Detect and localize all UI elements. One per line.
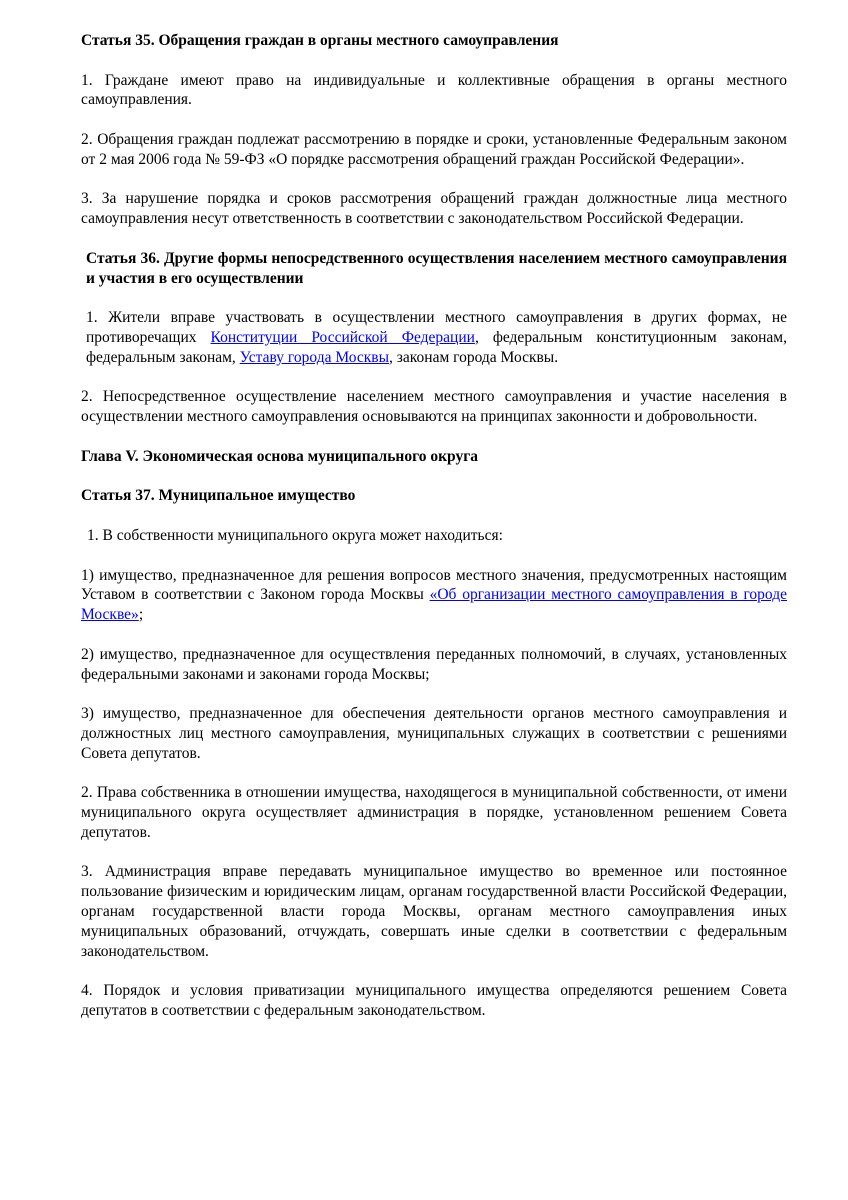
article-37-paragraph-3: 3. Администрация вправе передавать муниципальное имущество во временное или постоянное пользование физическим и юридическим лицам, органам государственной власти Российской Федерации, органам государственной власти города Москвы, органам местного самоуправления иных муниципальных образований, отчуждать, совершать иные сделки в соответствии с федеральным законодательством.	[81, 863, 787, 960]
article-36-paragraph-1-text-end: , законам города Москвы.	[389, 348, 559, 366]
article-36-paragraph-1-text-start: 1. Жители вправе участвовать в осуществлении местного самоуправления в других формах, не противоречащих	[86, 309, 787, 346]
article-36-title: Статья 36. Другие формы непосредственного осуществления населением местного самоуправления и участия в его осуществлении	[86, 249, 787, 287]
article-36-paragraph-1-text-middle: , федеральным конституционным законам, федеральным законам,	[86, 328, 787, 366]
article-37-item-1-text-start: 1) имущество, предназначенное для решения вопросов местного значения, предусмотренных настоящим Уставом в соответствии с Законом города Москвы	[81, 566, 787, 604]
moscow-self-government-law-link[interactable]: «Об организации местного самоуправления в городе Москве»	[81, 586, 787, 624]
article-37-paragraph-1: 1. В собственности муниципального округа может находиться:	[87, 526, 503, 544]
article-36-paragraph-2: 2. Непосредственное осуществление населением местного самоуправления и участие населения в осуществлении местного самоуправления основываются на принципах законности и добровольности.	[81, 388, 787, 426]
chapter-5-title: Глава V. Экономическая основа муниципального округа	[81, 447, 479, 465]
article-37-item-3: 3) имущество, предназначенное для обеспечения деятельности органов местного самоуправления и должностных лиц местного самоуправления, муниципальных служащих в соответствии с решениями Совета депутатов.	[81, 705, 787, 762]
article-35-paragraph-2: 2. Обращения граждан подлежат рассмотрению в порядке и сроки, установленные Федеральным законом от 2 мая 2006 года № 59-ФЗ «О порядке рассмотрения обращений граждан Российской Федерации».	[81, 130, 787, 168]
moscow-charter-link[interactable]: Уставу города Москвы	[239, 348, 390, 366]
article-36-paragraph-1	[81, 308, 787, 367]
article-37-item-2: 2) имущество, предназначенное для осуществления переданных полномочий, в случаях, установленных федеральными законами и законами города Москвы;	[81, 645, 787, 683]
article-37-item-1-text-end: ;	[138, 606, 144, 624]
article-35-paragraph-1: 1. Граждане имеют право на индивидуальные и коллективные обращения в органы местного самоуправления.	[81, 71, 787, 109]
article-37-title: Статья 37. Муниципальное имущество	[81, 487, 356, 505]
article-37-paragraph-4: 4. Порядок и условия приватизации муниципального имущества определяются решением Совета депутатов в соответствии с федеральным законодательством.	[81, 982, 787, 1020]
document-page	[81, 31, 787, 1041]
constitution-link[interactable]: Конституции Российской Федерации	[210, 328, 475, 346]
article-35-title: Статья 35. Обращения граждан в органы местного самоуправления	[81, 32, 559, 49]
article-37-item-1	[81, 566, 787, 625]
article-35-paragraph-3: 3. За нарушение порядка и сроков рассмотрения обращений граждан должностные лица местного самоуправления несут ответственность в соответствии с законодательством Российской Федерации.	[81, 190, 787, 228]
article-37-paragraph-2: 2. Права собственника в отношении имущества, находящегося в муниципальной собственности, от имени муниципального округа осуществляет администрация в порядке, установленном решением Совета депутатов.	[81, 784, 787, 841]
